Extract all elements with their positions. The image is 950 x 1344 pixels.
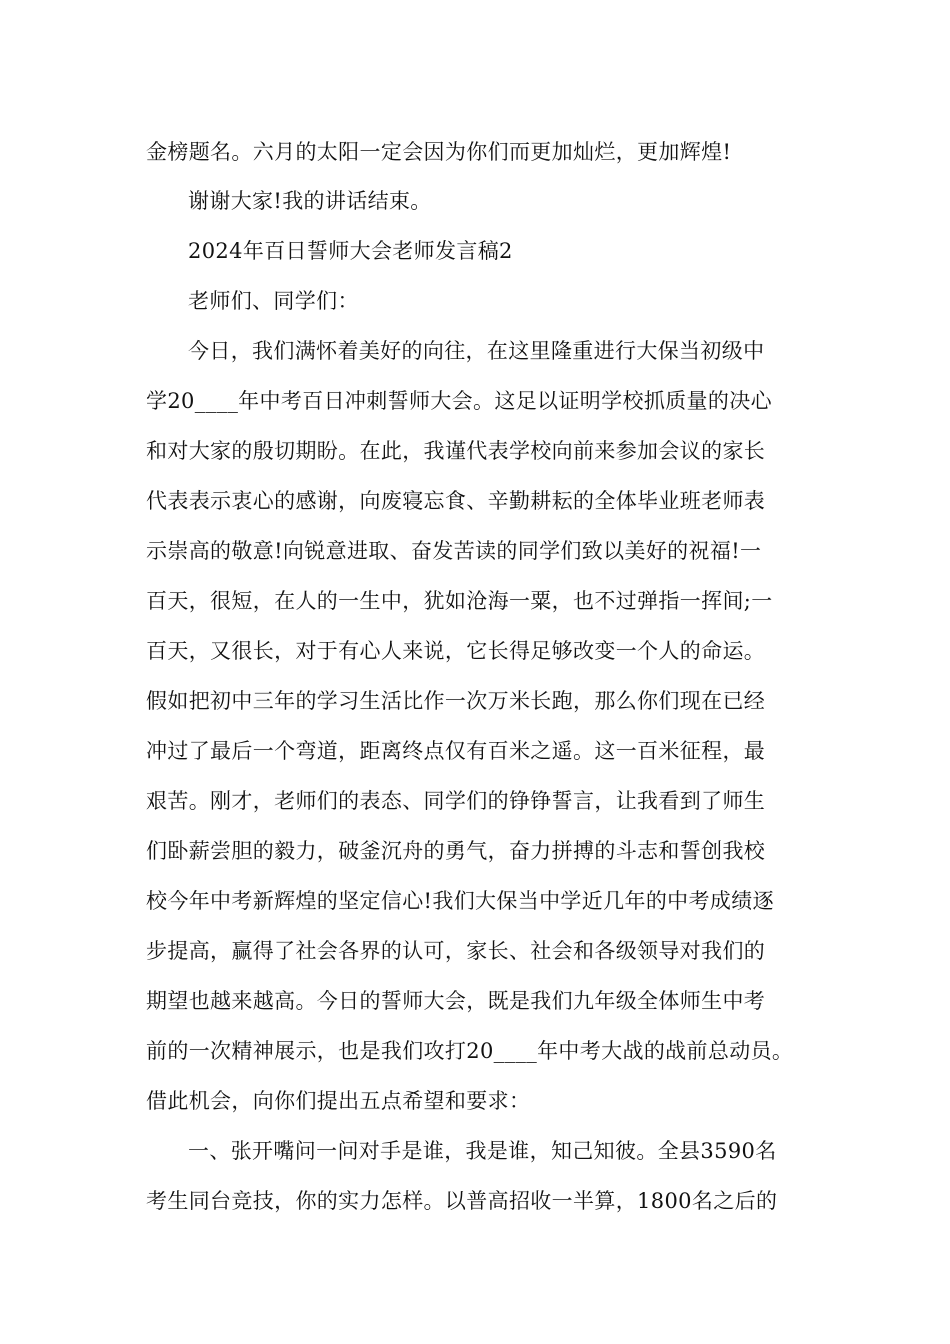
text-line-17: 步提高，赢得了社会各界的认可，家长、社会和各级领导对我们的: [146, 939, 766, 963]
text-line-11: 百天，又很长，对于有心人来说，它长得足够改变一个人的命运。: [146, 639, 766, 663]
text-line-2: 谢谢大家!我的讲话结束。: [188, 189, 432, 213]
text-line-21: 一、张开嘴问一问对手是谁，我是谁，知己知彼。全县3590名: [188, 1139, 777, 1163]
text-line-9: 示崇高的敬意!向锐意进取、奋发苦读的同学们致以美好的祝福!一: [146, 539, 762, 563]
text-line-22: 考生同台竞技，你的实力怎样。以普高招收一半算，1800名之后的: [146, 1189, 778, 1213]
text-line-12: 假如把初中三年的学习生活比作一次万米长跑，那么你们现在已经: [146, 689, 766, 713]
text-line-8: 代表表示衷心的感谢，向废寝忘食、辛勤耕耘的全体毕业班老师表: [146, 489, 766, 513]
text-line-18: 期望也越来越高。今日的誓师大会，既是我们九年级全体师生中考: [146, 989, 766, 1013]
text-line-13: 冲过了最后一个弯道，距离终点仅有百米之遥。这一百米征程，最: [146, 739, 766, 763]
text-line-1: 金榜题名。六月的太阳一定会因为你们而更加灿烂，更加辉煌!: [146, 140, 732, 164]
section-title: 2024年百日誓师大会老师发言稿2: [188, 239, 513, 263]
text-line-14: 艰苦。刚才，老师们的表态、同学们的铮铮誓言，让我看到了师生: [146, 789, 766, 813]
text-line-15: 们卧薪尝胆的毅力，破釜沉舟的勇气，奋力拼搏的斗志和誓创我校: [146, 839, 766, 863]
text-line-10: 百天，很短，在人的一生中，犹如沧海一粟，也不过弹指一挥间;一: [146, 589, 773, 613]
text-line-19: 前的一次精神展示，也是我们攻打20____年中考大战的战前总动员。: [146, 1039, 794, 1063]
text-line-6: 学20____年中考百日冲刺誓师大会。这足以证明学校抓质量的决心: [146, 389, 772, 413]
text-line-7: 和对大家的殷切期盼。在此，我谨代表学校向前来参加会议的家长: [146, 439, 766, 463]
salutation: 老师们、同学们：: [188, 289, 359, 313]
text-line-5: 今日，我们满怀着美好的向往，在这里隆重进行大保当初级中: [188, 339, 765, 363]
text-line-16: 校今年中考新辉煌的坚定信心!我们大保当中学近几年的中考成绩逐: [146, 889, 774, 913]
text-line-20: 借此机会，向你们提出五点希望和要求：: [146, 1089, 531, 1113]
